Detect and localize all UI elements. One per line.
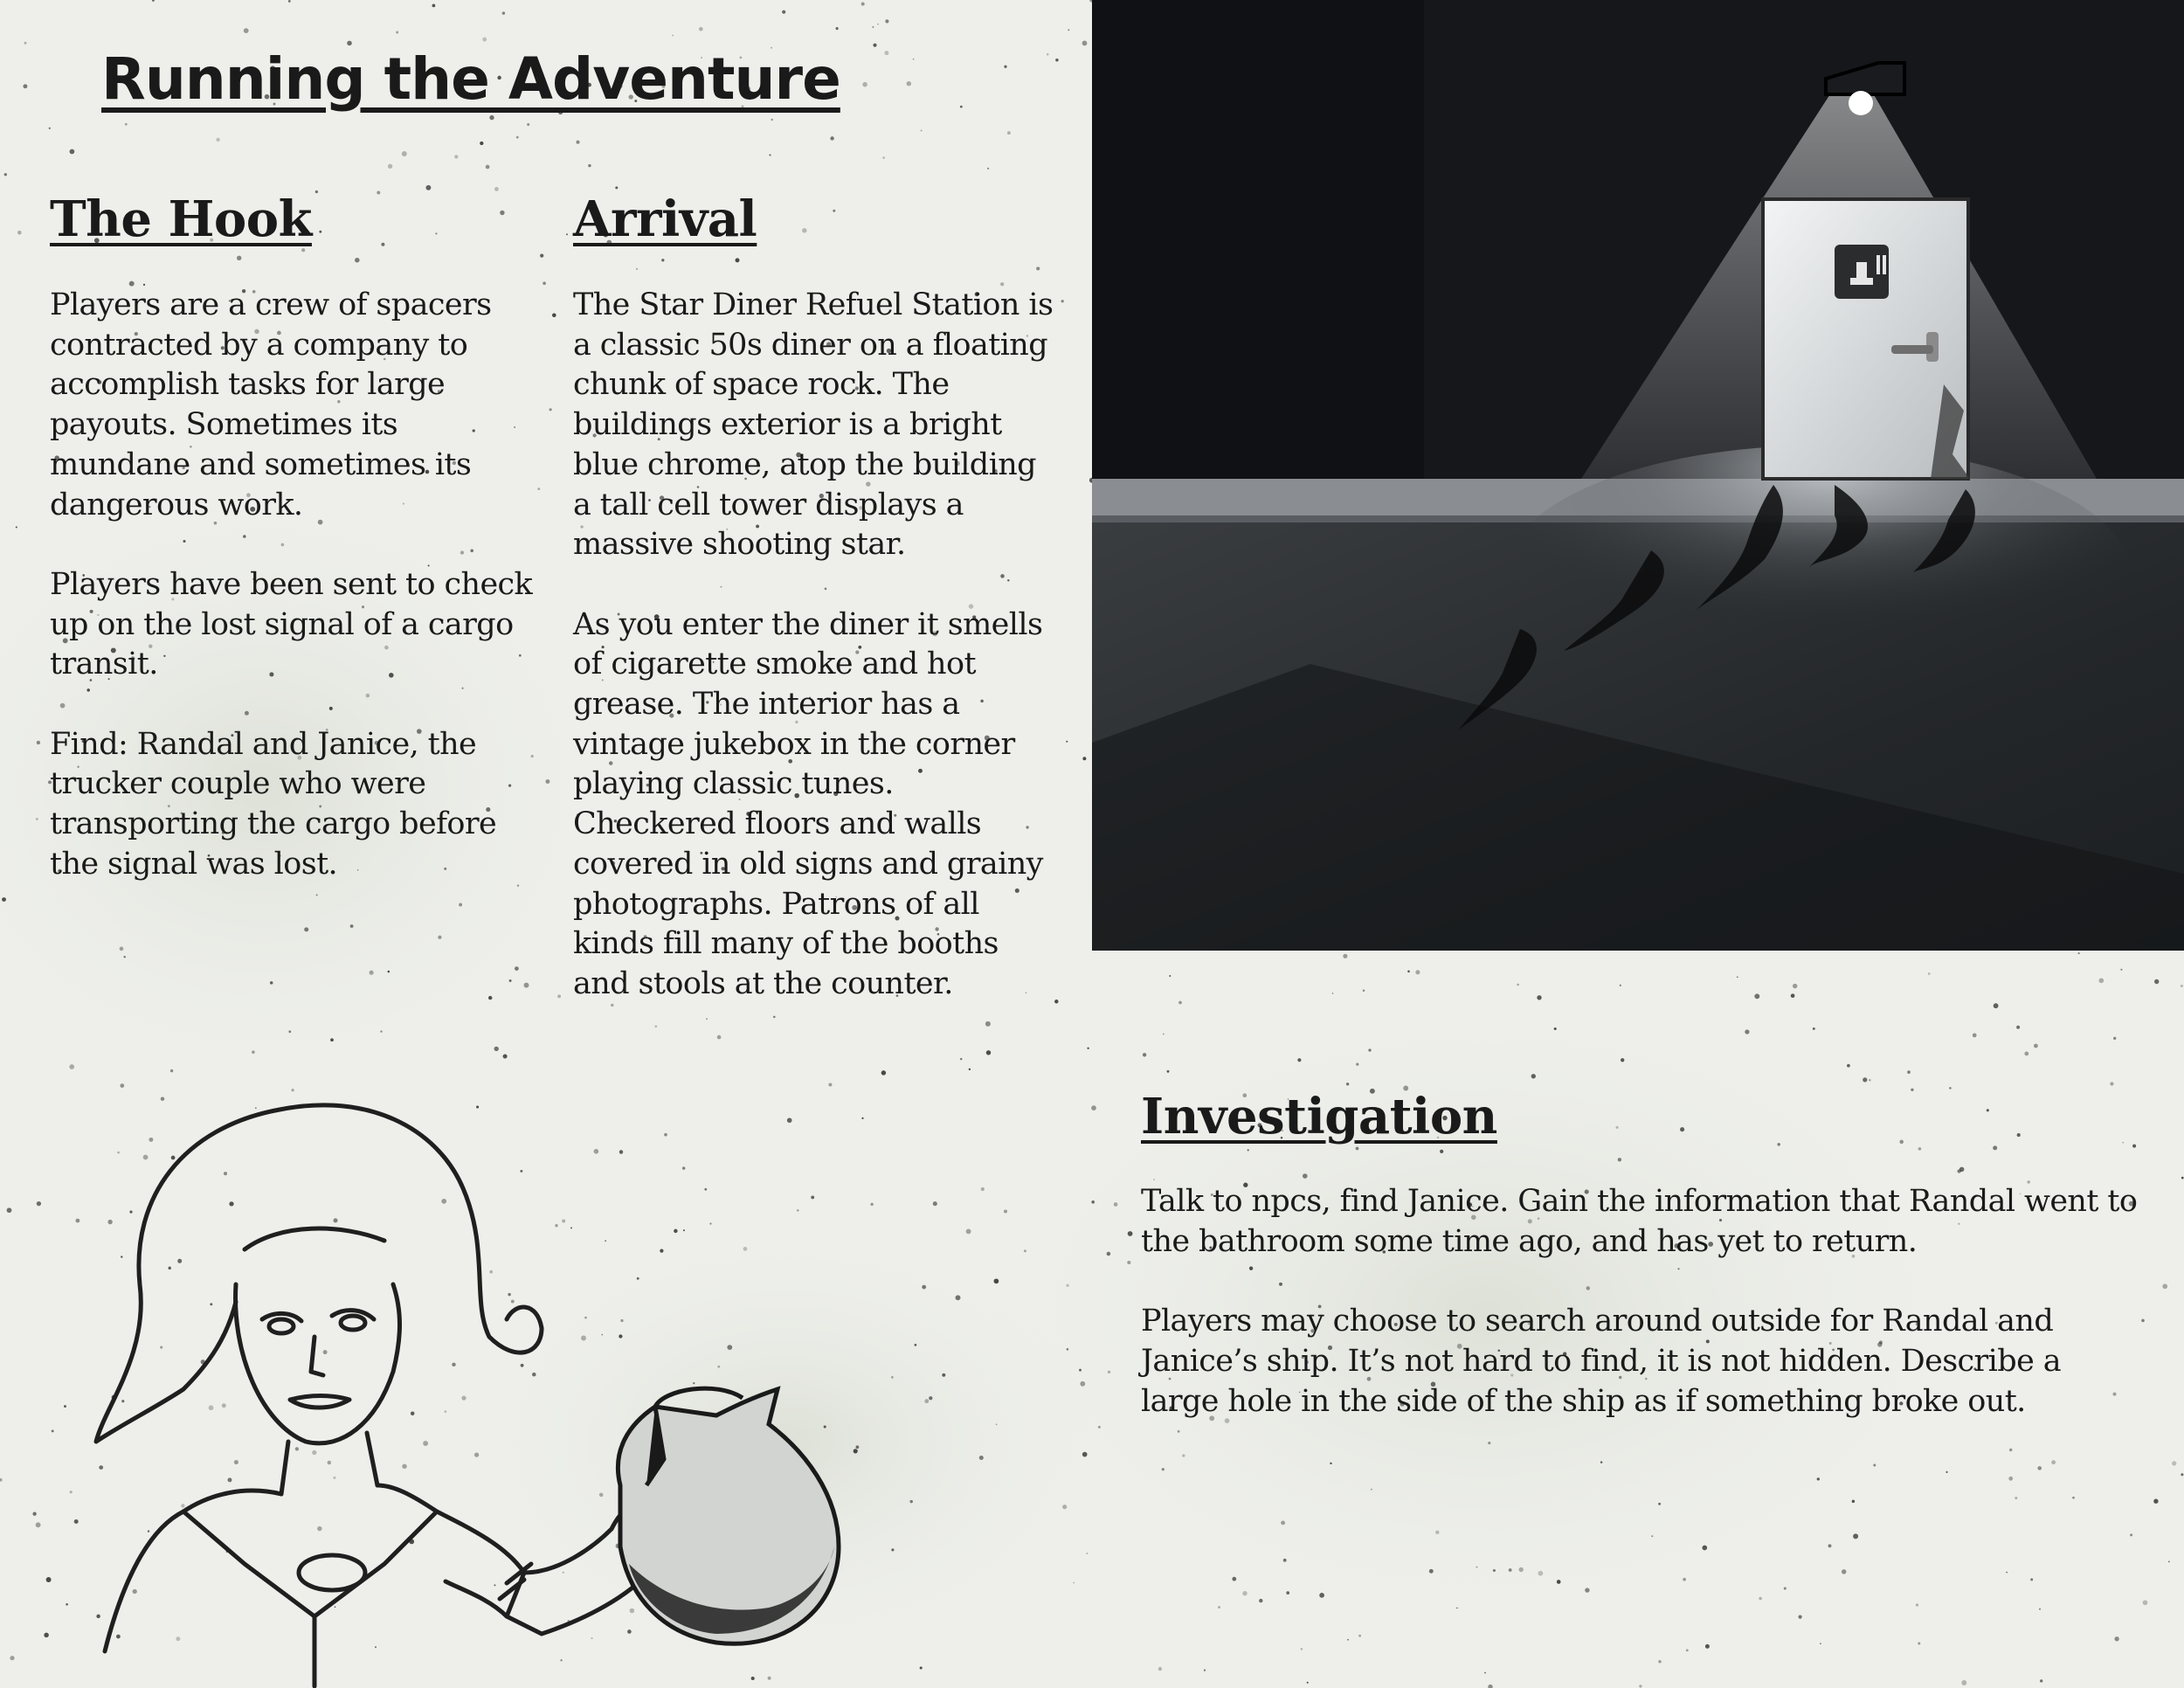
waitress-sketch-illustration bbox=[52, 1075, 926, 1688]
arrival-heading: Arrival bbox=[573, 190, 757, 248]
arrival-paragraph: As you enter the diner it smells of cigarette smoke and hot grease. The interior has a vintage jukebox in the corner playing classic tunes. Checkered floors and walls covered in old signs and grainy photographs. Patrons of all kinds fill many of the booths and stools at the counter. bbox=[573, 606, 1043, 1001]
restroom-door-icon bbox=[1763, 199, 1970, 479]
uniform-collar bbox=[183, 1485, 437, 1616]
hair-outline bbox=[96, 1105, 542, 1442]
arrival-paragraph: The Star Diner Refuel Station is a classic 50s diner on a floating chunk of space rock. The buildings exterior is a bright blue chrome, atop the building a tall cell tower displays a massive shooting star. bbox=[573, 287, 1054, 563]
hook-heading: The Hook bbox=[50, 190, 312, 248]
investigation-paragraph: Players may choose to search around outside for Randal and Janice’s ship. It’s not hard to find, it is not hidden. Describe a large hole in the side of the ship as if something broke out. bbox=[1141, 1304, 2061, 1419]
hook-paragraph: Players are a crew of spacers contracted by a company to accomplish tasks for large payouts. Sometimes its mundane and sometimes its dangerous work. bbox=[50, 287, 492, 522]
investigation-paragraph: Talk to npcs, find Janice. Gain the information that Randal went to the bathroom some time ago, and has yet to return. bbox=[1141, 1184, 2138, 1259]
hook-paragraph: Players have been sent to check up on the lost signal of a cargo transit. bbox=[50, 566, 533, 682]
arrival-body bbox=[573, 286, 1062, 1005]
page-title: Running the Adventure bbox=[101, 45, 840, 113]
coffee-pot-icon bbox=[618, 1388, 839, 1643]
sleeve bbox=[437, 1512, 524, 1616]
restroom-door-illustration bbox=[1092, 0, 2184, 951]
hook-body bbox=[50, 286, 535, 885]
hook-paragraph: Find: Randal and Janice, the trucker couple who were transporting the cargo before the signal was lost. bbox=[50, 726, 497, 882]
name-badge bbox=[299, 1555, 365, 1590]
investigation-heading: Investigation bbox=[1141, 1088, 1497, 1145]
face-outline bbox=[236, 1284, 400, 1443]
left-shoulder bbox=[105, 1512, 183, 1651]
investigation-body bbox=[1141, 1182, 2146, 1422]
